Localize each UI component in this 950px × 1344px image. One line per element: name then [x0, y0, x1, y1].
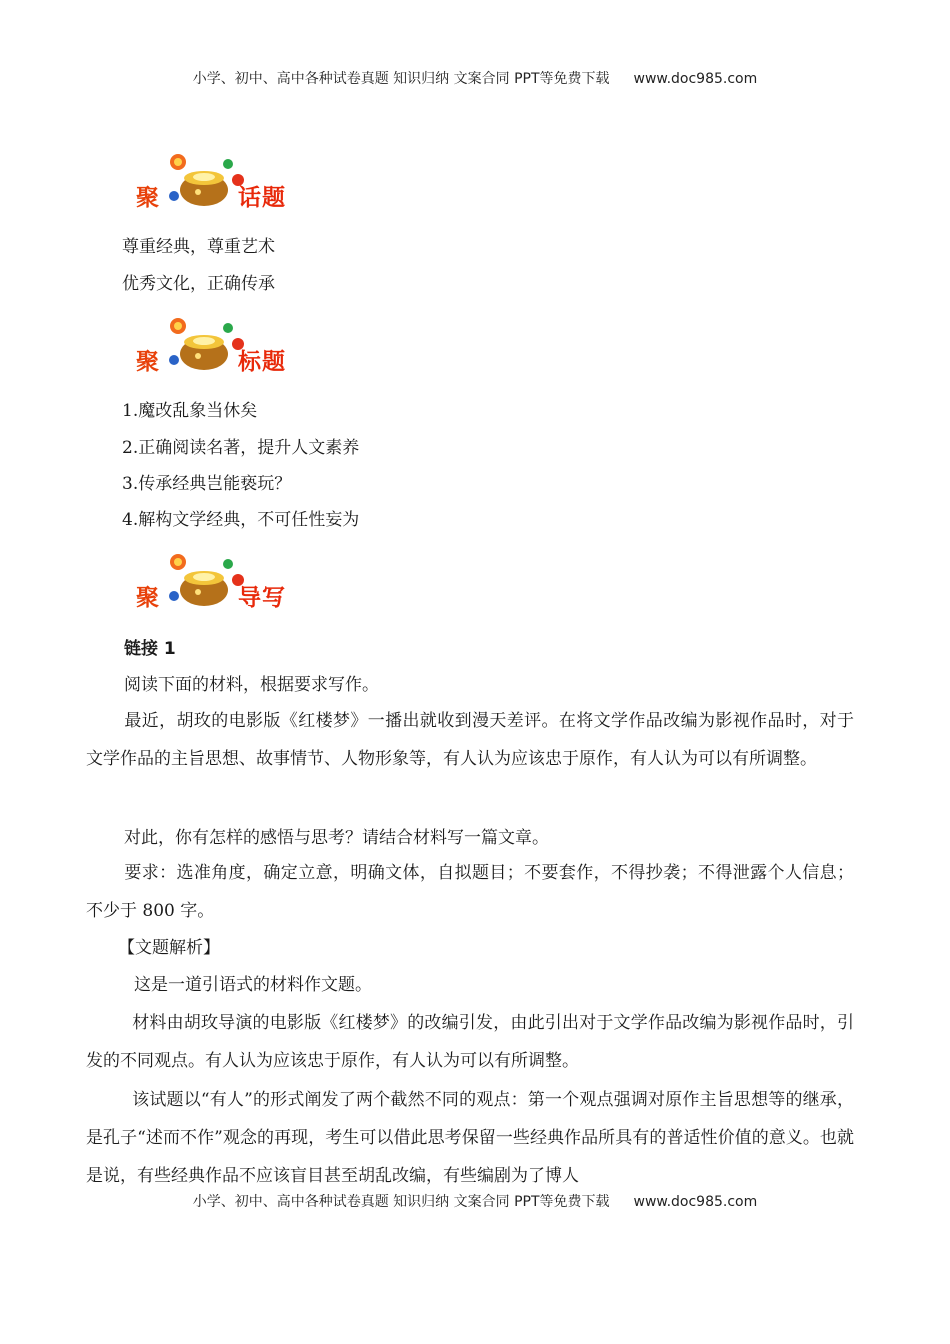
analysis-intro: 这是一道引语式的材料作文题。: [134, 975, 372, 995]
footer-url[interactable]: www.doc985.com: [633, 1194, 758, 1210]
header-text: 小学、初中、高中各种试卷真题 知识归纳 文案合同 PPT等免费下载: [192, 71, 610, 87]
material-paragraph: [86, 702, 854, 778]
section-title-guide: 导写: [238, 585, 286, 611]
page-header: [0, 68, 950, 88]
instruction-text: 阅读下面的材料，根据要求写作。: [124, 675, 379, 695]
requirement-paragraph: [86, 854, 854, 930]
analysis-paragraph: [86, 1081, 854, 1195]
section-title-topic: 话题: [238, 185, 286, 211]
topic-item: 优秀文化，正确传承: [122, 274, 275, 294]
analysis-label: 【文题解析】: [118, 938, 220, 958]
material-text: 最近，胡玫的电影版《红楼梦》一播出就收到漫天差评。在将文学作品改编为影视作品时，对于文学作品的主旨思想、故事情节、人物形象等，有人认为应该忠于原作，有人认为可以有所调整。: [86, 711, 854, 769]
headline-item: 4.解构文学经典，不可任性妄为: [122, 510, 360, 530]
section-banner-guide: [136, 550, 316, 614]
headline-item: 2.正确阅读名著，提升人文素养: [122, 438, 360, 458]
section-mark: 聚: [136, 585, 159, 611]
analysis-text: 该试题以“有人”的形式阐发了两个截然不同的观点：第一个观点强调对原作主旨思想等的继承，是孔子“述而不作”观念的再现，考生可以借此思考保留一些经典作品所具有的普适性价值的意义。也就是说，有些经典作品不应该盲目甚至胡乱改编，有些编剧为了博人: [86, 1090, 854, 1186]
section-mark: 聚: [136, 185, 159, 211]
page-footer: [0, 1191, 950, 1211]
topic-item: 尊重经典，尊重艺术: [122, 237, 275, 257]
section-title-headline: 标题: [238, 349, 286, 375]
headline-item: 3.传承经典岂能亵玩？: [122, 474, 292, 494]
headline-item: 1.魔改乱象当休矣: [122, 401, 258, 421]
footer-text: 小学、初中、高中各种试卷真题 知识归纳 文案合同 PPT等免费下载: [192, 1194, 610, 1210]
analysis-text: 材料由胡玫导演的电影版《红楼梦》的改编引发，由此引出对于文学作品改编为影视作品时，引发的不同观点。有人认为应该忠于原作，有人认为可以有所调整。: [86, 1013, 854, 1071]
link-label: 链接 1: [124, 639, 176, 659]
question-text: 对此，你有怎样的感悟与思考？请结合材料写一篇文章。: [124, 828, 549, 848]
analysis-paragraph: [86, 1004, 854, 1080]
section-banner-topic: [136, 150, 316, 214]
section-mark: 聚: [136, 349, 159, 375]
requirement-text: 要求：选准角度，确定立意，明确文体，自拟题目；不要套作，不得抄袭；不得泄露个人信息；不少于 800 字。: [86, 863, 854, 921]
header-url[interactable]: www.doc985.com: [633, 71, 758, 87]
section-banner-headline: [136, 314, 316, 378]
